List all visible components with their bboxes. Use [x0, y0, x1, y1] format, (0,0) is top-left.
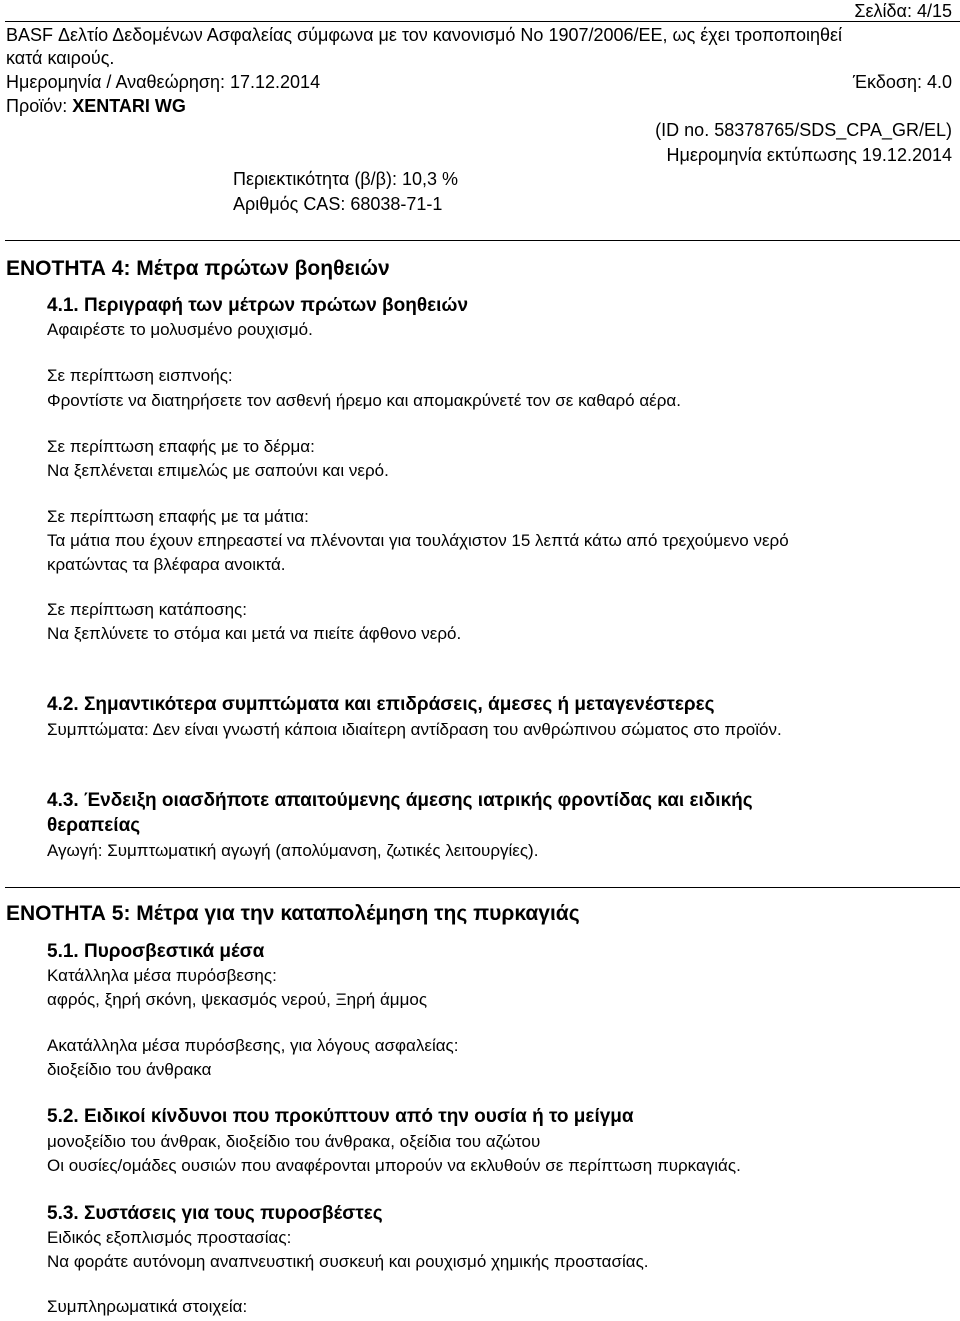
- s51-line-4: διοξείδιο του άνθρακα: [47, 1060, 212, 1079]
- subsection-4-3-title-a: 4.3. Ένδειξη οιασδήποτε απαιτούμενης άμεσης ιατρικής φροντίδας και ειδικής: [47, 790, 753, 811]
- s43-line-1: Αγωγή: Συμπτωματική αγωγή (απολύμανση, ζωτικές λειτουργίες).: [47, 841, 539, 860]
- s41-line-3: Φροντίστε να διατηρήσετε τον ασθενή ήρεμο και απομακρύνετέ τον σε καθαρό αέρα.: [47, 391, 681, 410]
- cas-number: Αριθμός CAS: 68038-71-1: [233, 194, 443, 214]
- s41-line-8: κρατώντας τα βλέφαρα ανοικτά.: [47, 555, 286, 574]
- revision-date: Ημερομηνία / Αναθεώρηση: 17.12.2014: [6, 72, 321, 92]
- subsection-4-1-title: 4.1. Περιγραφή των μέτρων πρώτων βοηθειών: [47, 295, 469, 316]
- header-line-1: BASF Δελτίο Δεδομένων Ασφαλείας σύμφωνα με τον κανονισμό No 1907/2006/ΕΕ, ως έχει τροποποιηθεί: [6, 25, 843, 45]
- subsection-5-1-title: 5.1. Πυροσβεστικά μέσα: [47, 941, 265, 962]
- section-divider: [5, 887, 960, 888]
- product-line: [6, 95, 186, 117]
- s41-line-5: Να ξεπλένεται επιμελώς με σαπούνι και νερό.: [47, 461, 389, 480]
- s41-line-7: Τα μάτια που έχουν επηρεαστεί να πλένονται για τουλάχιστον 15 λεπτά κάτω από τρεχούμενο νερό: [47, 531, 789, 550]
- s53-line-1: Ειδικός εξοπλισμός προστασίας:: [47, 1228, 292, 1247]
- s52-line-2: Οι ουσίες/ομάδες ουσιών που αναφέρονται μπορούν να εκλυθούν σε περίπτωση πυρκαγιάς.: [47, 1156, 741, 1175]
- s53-line-3: Συμπληρωματικά στοιχεία:: [47, 1297, 248, 1316]
- s51-line-2: αφρός, ξηρή σκόνη, ψεκασμός νερού, Ξηρή άμμος: [47, 990, 428, 1009]
- page-number: Σελίδα: 4/15: [854, 1, 952, 21]
- version: Έκδοση: 4.0: [852, 72, 952, 92]
- s41-line-9: Σε περίπτωση κατάποσης:: [47, 600, 247, 619]
- header-top-rule: [5, 21, 960, 22]
- product-name: XENTARI WG: [72, 96, 186, 116]
- subsection-5-3-title: 5.3. Συστάσεις για τους πυροσβέστες: [47, 1203, 383, 1224]
- s52-line-1: μονοξείδιο του άνθρακ, διοξείδιο του άνθρακα, οξείδια του αζώτου: [47, 1132, 541, 1151]
- s41-line-1: Αφαιρέστε το μολυσμένο ρουχισμό.: [47, 320, 313, 339]
- s41-line-2: Σε περίπτωση εισπνοής:: [47, 366, 233, 385]
- s42-line-1: Συμπτώματα: Δεν είναι γνωστή κάποια ιδιαίτερη αντίδραση του ανθρώπινου σώματος στο προϊόν.: [47, 720, 782, 739]
- s41-line-10: Να ξεπλύνετε το στόμα και μετά να πιείτε άφθονο νερό.: [47, 624, 462, 643]
- product-prefix: Προϊόν:: [6, 96, 73, 116]
- s41-line-4: Σε περίπτωση επαφής με το δέρμα:: [47, 437, 315, 456]
- header-line-2: κατά καιρούς.: [6, 48, 115, 68]
- s41-line-6: Σε περίπτωση επαφής με τα μάτια:: [47, 507, 309, 526]
- content-percentage: Περιεκτικότητα (β/β): 10,3 %: [233, 169, 459, 189]
- print-date: Ημερομηνία εκτύπωσης 19.12.2014: [666, 145, 952, 165]
- id-number: (ID no. 58378765/SDS_CPA_GR/EL): [655, 120, 952, 140]
- header-bottom-rule: [5, 240, 960, 241]
- section-4-title: ΕΝΟΤΗΤΑ 4: Μέτρα πρώτων βοηθειών: [6, 257, 390, 280]
- s53-line-2: Να φοράτε αυτόνομη αναπνευστική συσκευή και ρουχισμό χημικής προστασίας.: [47, 1252, 649, 1271]
- subsection-4-2-title: 4.2. Σημαντικότερα συμπτώματα και επιδράσεις, άμεσες ή μεταγενέστερες: [47, 694, 715, 715]
- subsection-4-3-title-b: θεραπείας: [47, 815, 141, 836]
- section-5-title: ΕΝΟΤΗΤΑ 5: Μέτρα για την καταπολέμηση της πυρκαγιάς: [6, 902, 580, 925]
- subsection-5-2-title: 5.2. Ειδικοί κίνδυνοι που προκύπτουν από την ουσία ή το μείγμα: [47, 1106, 634, 1127]
- s51-line-1: Κατάλληλα μέσα πυρόσβεσης:: [47, 966, 277, 985]
- s51-line-3: Ακατάλληλα μέσα πυρόσβεσης, για λόγους ασφαλείας:: [47, 1036, 459, 1055]
